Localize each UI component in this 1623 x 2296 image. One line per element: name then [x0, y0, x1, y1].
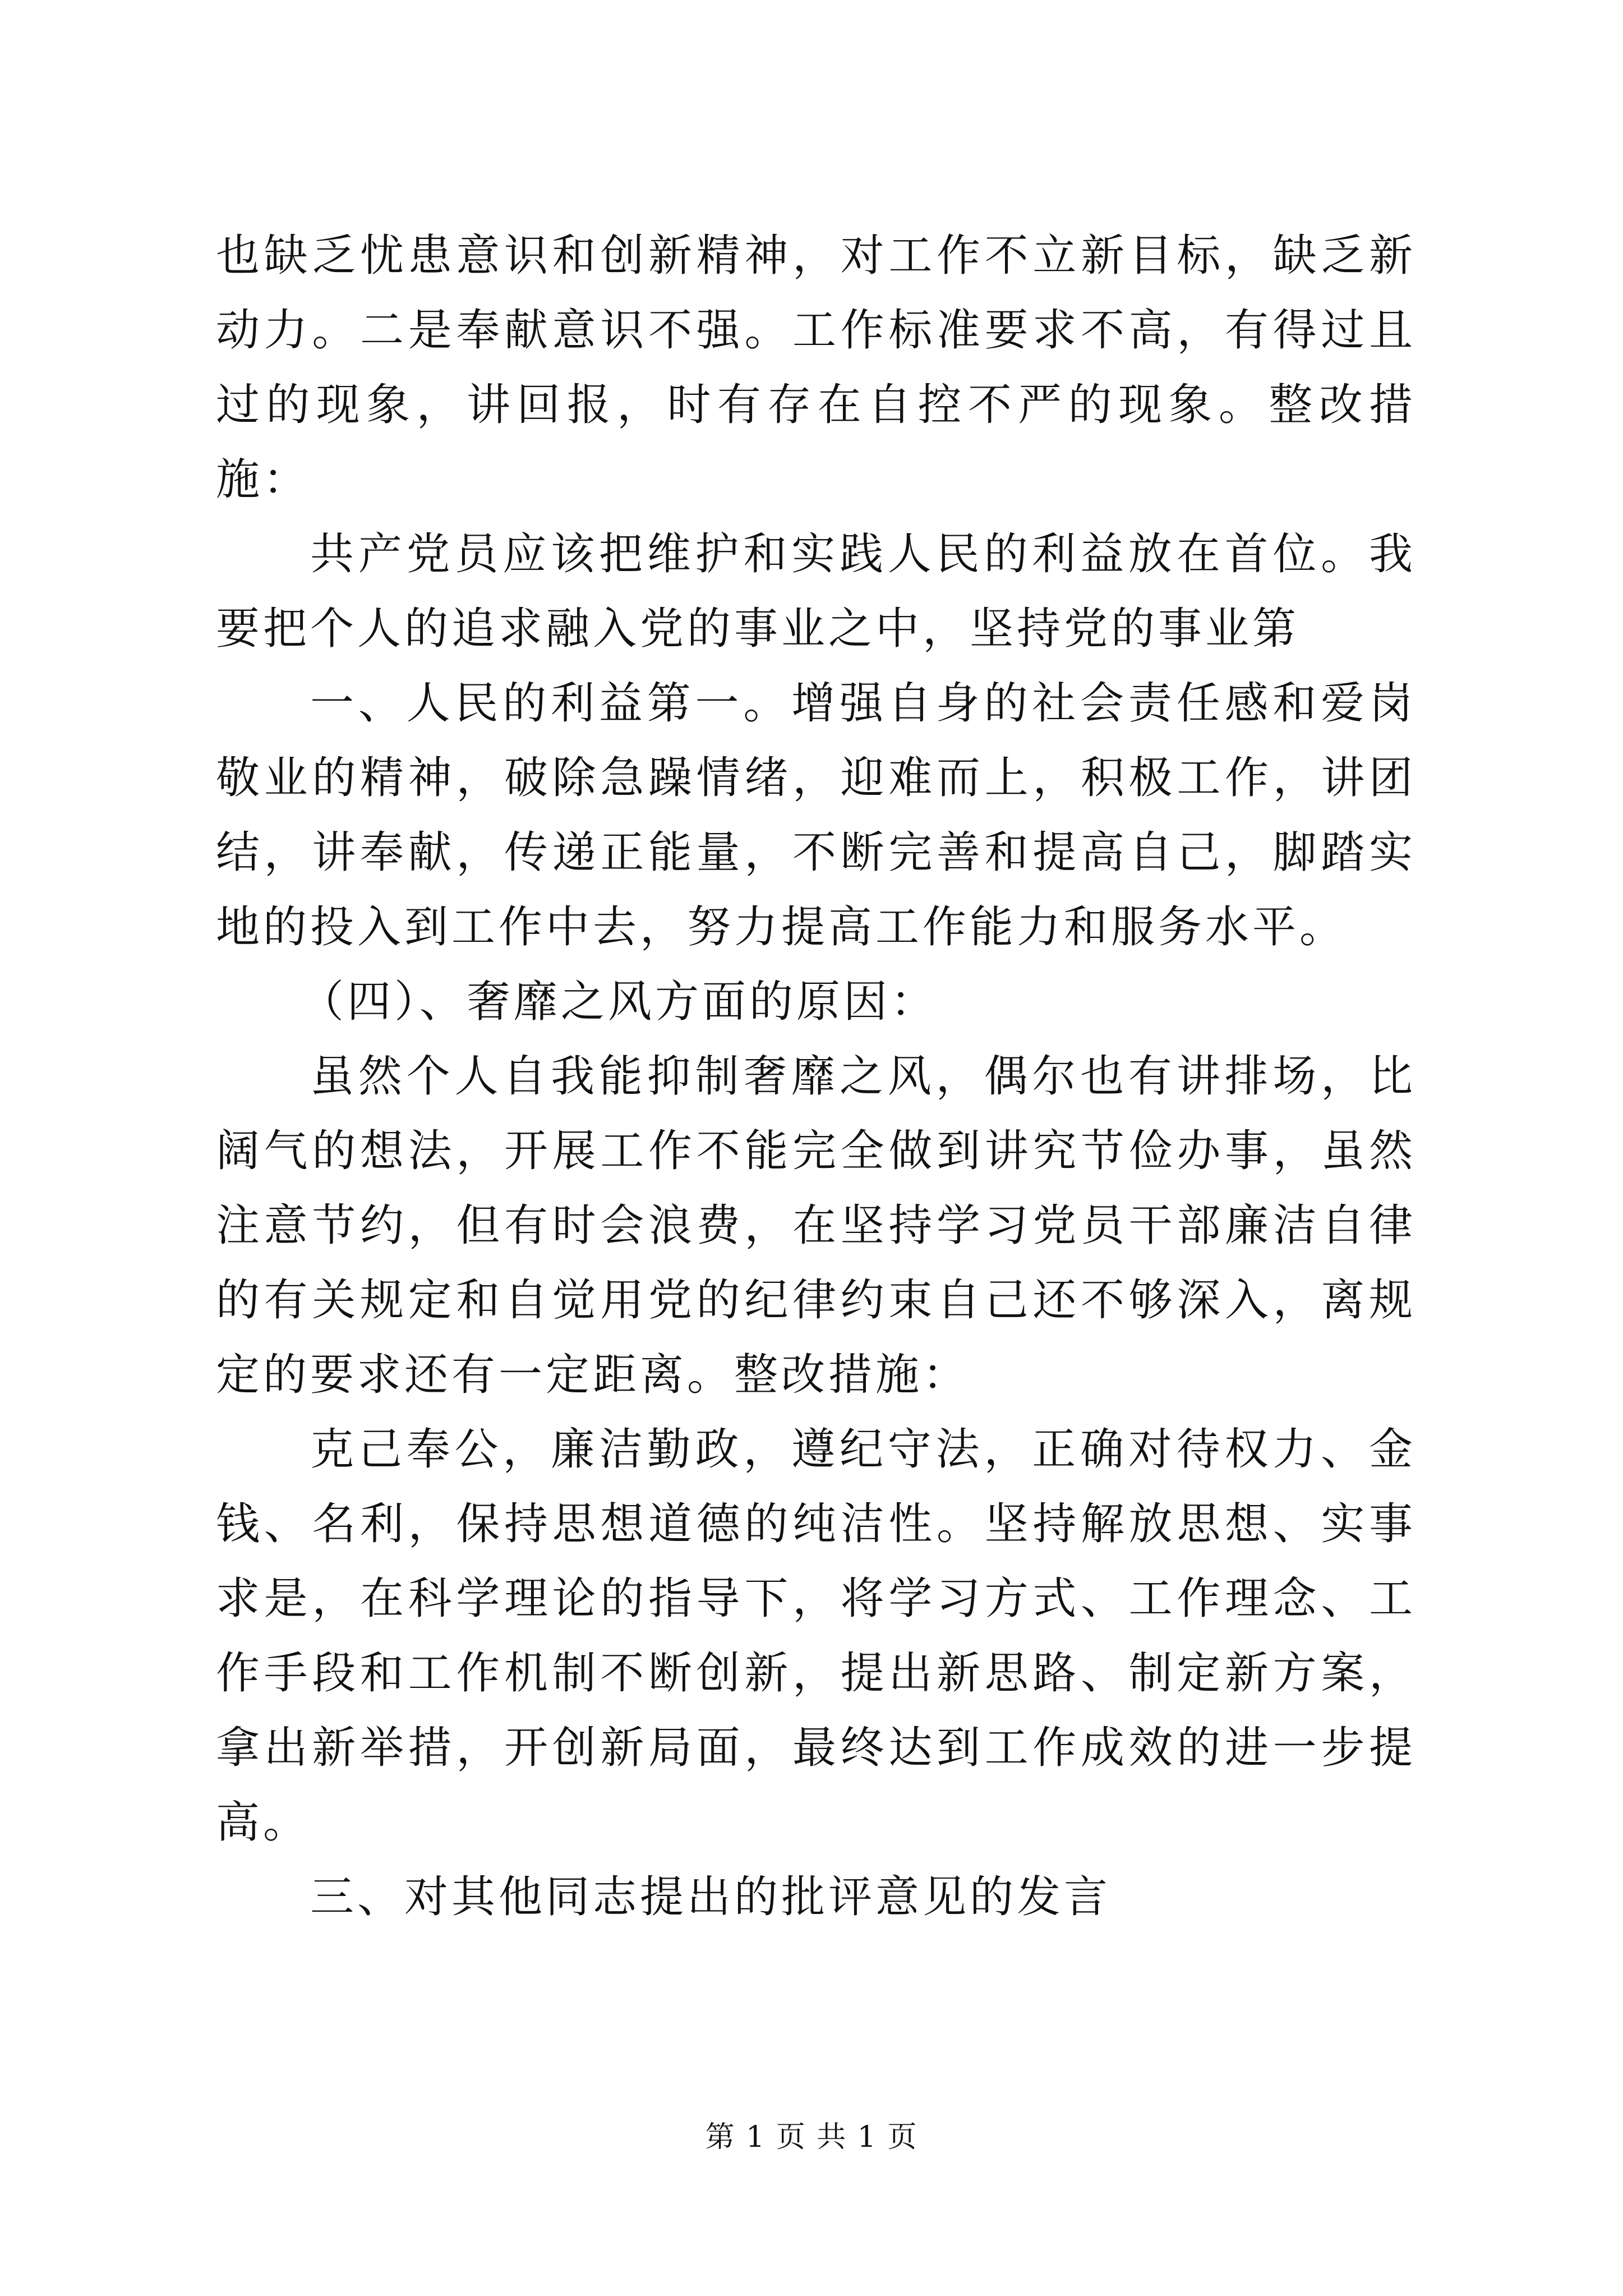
page-number-label: 第 1 页 共 1 页	[705, 2120, 918, 2154]
paragraph-extravagance-reasons: 虽然个人自我能抑制奢靡之风，偶尔也有讲排场，比阔气的想法，开展工作不能完全做到讲究节俭办事，虽然注意节约，但有时会浪费，在坚持学习党员干部廉洁自律的有关规定和自觉用党的纪律约束自己还不够深入，离规定的要求还有一定距离。整改措施：	[216, 1051, 1416, 1400]
paragraph-rectification-measures: 克己奉公，廉洁勤政，遵纪守法，正确对待权力、金钱、名利，保持思想道德的纯洁性。坚持解放思想、实事求是，在科学理论的指导下，将学习方式、工作理念、工作手段和工作机制不断创新，提出新思路、制定新方案，拿出新举措，开创新局面，最终达到工作成效的进一步提高。	[216, 1424, 1416, 1848]
paragraph-party-member-interest: 共产党员应该把维护和实践人民的利益放在首位。我要把个人的追求融入党的事业之中，坚持党的事业第	[216, 529, 1416, 654]
page-footer	[0, 2118, 1623, 2157]
section-heading-extravagance: （四）、奢靡之风方面的原因：	[300, 977, 938, 1027]
paragraph-continuation: 也缺乏忧患意识和创新精神，对工作不立新目标，缺乏新动力。二是奉献意识不强。工作标准要求不高，有得过且过的现象，讲回报，时有存在自控不严的现象。整改措施：	[216, 231, 1416, 505]
section-heading-criticism-response: 三、对其他同志提出的批评意见的发言	[310, 1872, 1112, 1922]
document-body	[216, 219, 1416, 1935]
paragraph-people-interest-first: 一、人民的利益第一。增强自身的社会责任感和爱岗敬业的精神，破除急躁情绪，迎难而上，积极工作，讲团结，讲奉献，传递正能量，不断完善和提高自己，脚踏实地的投入到工作中去，努力提高工作能力和服务水平。	[216, 678, 1416, 953]
